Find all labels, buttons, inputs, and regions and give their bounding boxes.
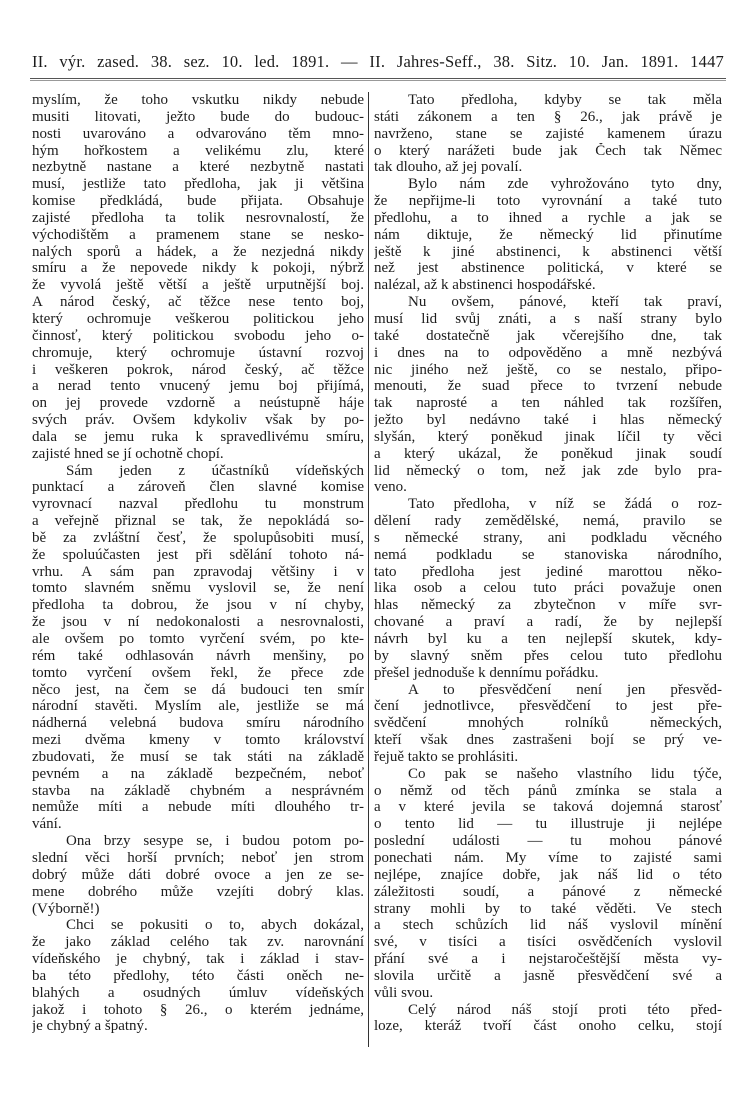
text-line: ba této předlohy, této části oněch ne- bbox=[32, 967, 364, 984]
text-line: nádherná velebná budova smíru národního bbox=[32, 715, 364, 732]
text-line: přání své a i nejstaročeštější města vy- bbox=[374, 951, 722, 968]
text-line: i veškeren pokrok, národ český, ač těžce bbox=[32, 361, 364, 378]
text-line: lika osob a celou tuto práci považuje onen bbox=[374, 580, 722, 597]
text-line: dobrý může dáti dobré ovoce a jen ze se- bbox=[32, 866, 364, 883]
text-line: punktací a zároveň člen slavné komise bbox=[32, 479, 364, 496]
text-line: a nerad tento vnucený jemu boj přijímá, bbox=[32, 378, 364, 395]
text-line: svých práv. Ovšem kdykoliv však by po- bbox=[32, 412, 364, 429]
text-line: Tato předloha, v níž se žádá o roz- bbox=[408, 496, 722, 513]
text-line: čení jednotlivce, přesvědčení to jest pře- bbox=[374, 698, 722, 715]
text-line: než jest abstinence politická, v které se bbox=[374, 260, 722, 277]
right-column bbox=[374, 92, 722, 1035]
header-rule bbox=[30, 78, 726, 81]
text-line: musí, jestliže tato předloha, jak ji většina bbox=[32, 176, 364, 193]
text-line: vídeňského je chybný, tak i základ i stav- bbox=[32, 951, 364, 968]
text-line: zbudovati, že musí se tak státi na základě bbox=[32, 748, 364, 765]
text-line: smíru a že nepovede nikdy k pokoji, nýbrž bbox=[32, 260, 364, 277]
text-line: by slavný sněm přes celou tuto předlohu bbox=[374, 647, 722, 664]
paragraph bbox=[374, 682, 722, 766]
paragraph bbox=[32, 92, 364, 463]
text-line: kteří však dnes zastrašeni bojí se prý ve- bbox=[374, 732, 722, 749]
running-header: II. výr. zased. 38. sez. 10. led. 1891. — II. Jahres-Seff., 38. Sitz. 10. Jan. 1891. 1447 bbox=[32, 52, 724, 71]
text-line: chromuje, který ochromuje ústavní rozvoj bbox=[32, 344, 364, 361]
text-line: lid německý o tom, než jak zde bylo pra- bbox=[374, 462, 722, 479]
paragraph bbox=[374, 766, 722, 1002]
text-line: Bylo nám zde vyhrožováno tyto dny, bbox=[408, 176, 722, 193]
text-line: vrhu. A sám pan zpravodaj většiny i v bbox=[32, 563, 364, 580]
text-line: stavba na základě chybném a nesprávném bbox=[32, 782, 364, 799]
text-line: nalých sporů a hádek, a že nezjedná nikdy bbox=[32, 243, 364, 260]
text-line: pevném a na základě bezpečném, neboť bbox=[32, 765, 364, 782]
text-line: své, v tisíci a tisíci osvědčeních vyslovil bbox=[374, 934, 722, 951]
text-line: tomto slavném sněmu vyslovil se, že není bbox=[32, 580, 364, 597]
text-line: hlas německý za zbytečnon v míře svr- bbox=[374, 597, 722, 614]
paragraph bbox=[374, 1002, 722, 1036]
text-line: vání. bbox=[32, 816, 62, 833]
text-line: chované a praví a radí, že by nejlepší bbox=[374, 614, 722, 631]
text-line: nosti uvarováno a odvarováno těm mno- bbox=[32, 125, 364, 142]
text-line: (Výborně!) bbox=[32, 900, 100, 917]
text-line: nic jiného než ještě, co se nestalo, připo- bbox=[374, 361, 722, 378]
text-line: státi zákonem a ten § 26., jak právě je bbox=[374, 108, 722, 125]
text-line: nemá podkladu se stanoviska národního, bbox=[374, 546, 722, 563]
text-line: že vyvolá ještě větší a ještě urputnější boj. bbox=[32, 277, 364, 294]
text-line: předlohu, a to ihned a rychle a jak se bbox=[374, 209, 722, 226]
text-line: že jsou v ní nedokonalosti a nesrovnalosti, bbox=[32, 614, 364, 631]
text-line: také dostatečně jak včerejšího dne, tak bbox=[374, 327, 722, 344]
text-line: Ona brzy sesype se, i budou potom po- bbox=[66, 833, 364, 850]
text-line: svědčení mnohých rolníků německých, bbox=[374, 715, 722, 732]
text-line: musiti litovati, ježto bude do budouc- bbox=[32, 108, 364, 125]
text-line: s německé strany, ani podkladu věcného bbox=[374, 529, 722, 546]
text-line: Tato předloha, kdyby se tak měla bbox=[408, 92, 722, 108]
text-line: jakož i tohoto § 26., o kterém jednáme, bbox=[32, 1001, 364, 1018]
text-line: že nepřijme-li toto vyrovnání a také tuto bbox=[374, 193, 722, 210]
text-line: strany mohli by to také věděti. Ve stech bbox=[374, 900, 722, 917]
text-line: je chybný a špatný. bbox=[32, 1018, 148, 1035]
paragraph bbox=[32, 463, 364, 834]
text-line: ježto byl nedávno také i hlas německý bbox=[374, 412, 722, 429]
column-divider bbox=[368, 92, 369, 1047]
text-line: ještě k jiné abstinenci, k abstinenci větší bbox=[374, 243, 722, 260]
text-line: vůli svou. bbox=[374, 984, 434, 1001]
text-line: o němž od těch pánů zmínka se stala a bbox=[374, 782, 722, 799]
text-line: nám diktuje, že německý lid přinutíme bbox=[374, 226, 722, 243]
text-line: nemůže míti a nebude míti dlouhého tr- bbox=[32, 799, 364, 816]
paragraph bbox=[32, 917, 364, 1035]
text-line: něco jest, na čem se dá budouci ten smír bbox=[32, 681, 364, 698]
text-line: tak naprosté a ten náhled tak rozšířen, bbox=[374, 395, 722, 412]
text-line: blahých a osudných úmluv vídeňských bbox=[32, 984, 364, 1001]
text-line: Celý národ náš stojí proti této před- bbox=[408, 1001, 722, 1018]
text-line: tomto vyrčení ovšem řekl, že přece zde bbox=[32, 664, 364, 681]
text-line: veno. bbox=[374, 479, 407, 496]
text-line: o tento lid — tu illustruje ji nejlépe bbox=[374, 816, 722, 833]
text-line: a veřejně přiznal se tak, že nepokládá so- bbox=[32, 513, 364, 530]
paragraph bbox=[374, 92, 722, 176]
text-line: který ochromuje veškerou politickou jeho bbox=[32, 310, 364, 327]
text-line: a stech schůzích lid náš vyslovil mínění bbox=[374, 917, 722, 934]
text-line: Nu ovšem, pánové, kteří tak praví, bbox=[408, 294, 722, 311]
text-line: i dnes na to odpověděno a mně nezbývá bbox=[374, 344, 722, 361]
text-line: a v které jevila se taková dojemná starosť bbox=[374, 799, 722, 816]
text-line: ponechati nám. My víme to zajisté sami bbox=[374, 849, 722, 866]
text-line: činnosť, který politickou svobodu jeho o- bbox=[32, 327, 364, 344]
text-line: myslím, že toho vskutku nikdy nebude bbox=[32, 92, 364, 108]
text-line: poslední události — tu mohou pánové bbox=[374, 833, 722, 850]
text-line: A to přesvědčení není jen přesvěd- bbox=[408, 681, 722, 698]
text-line: národní stavěti. Myslím ale, jestliže se má bbox=[32, 698, 364, 715]
text-line: hým hořkostem a velikému zlu, které bbox=[32, 142, 364, 159]
text-line: záležitosti soudí, a pánové z německé bbox=[374, 883, 722, 900]
text-line: slyšán, který poněkud jinak líčil ty věci bbox=[374, 428, 722, 445]
text-line: o který narážeti bude jak Čech tak Němec bbox=[374, 142, 722, 159]
text-line: ale ovšem po tomto vyrčení svém, po kte- bbox=[32, 631, 364, 647]
text-line: mezi dvěma kmeny v tomto království bbox=[32, 732, 364, 749]
text-line: předloha ta dobrou, že jsou v ní chyby, bbox=[32, 597, 364, 614]
text-line: komise předkládá, bude přijata. Obsahuje bbox=[32, 193, 364, 210]
text-line: dala se jemu ruka k spravedlivému smíru, bbox=[32, 428, 364, 445]
text-line: Sám jeden z účastníků vídeňských bbox=[66, 462, 364, 479]
paragraph bbox=[32, 833, 364, 917]
text-line: bě za zvláštní česť, že spolupůsobiti musí, bbox=[32, 529, 364, 546]
text-line: A národ český, ač těžce nese tento boj, bbox=[32, 294, 364, 311]
text-line: on jej provede vzdorně a neústupně háje bbox=[32, 395, 364, 412]
text-line: východištěm a pramenem stane se nesko- bbox=[32, 226, 364, 243]
text-line: návrh byl ku a ten nejlepší skutek, kdy- bbox=[374, 631, 722, 647]
text-line: řejuě takto se prohlásiti. bbox=[374, 748, 519, 765]
paragraph bbox=[374, 176, 722, 294]
text-line: dělení rady zemědělské, nemá, pravilo se bbox=[374, 513, 722, 530]
text-line: menouti, že suad přece to tvrzení nebude bbox=[374, 378, 722, 395]
text-line: slední věci horší prvních; neboť jen strom bbox=[32, 849, 364, 866]
text-line: Chci se pokusiti o to, abych dokázal, bbox=[66, 917, 364, 934]
paragraph bbox=[374, 294, 722, 496]
text-line: zajisté hned se jí ochotně chopí. bbox=[32, 445, 224, 462]
text-line: musí lid svůj znáti, a s naší strany bylo bbox=[374, 310, 722, 327]
text-line: tak dlouho, až jej povalí. bbox=[374, 159, 523, 176]
text-line: Co pak se našeho vlastního lidu týče, bbox=[408, 765, 722, 782]
text-line: slovila určitě a jasně přesvědčení své a bbox=[374, 967, 722, 984]
text-line: zajisté předloha ta tolik nesrovnalostí, že bbox=[32, 209, 364, 226]
text-line: a který ukázal, že poněkud jinak soudí bbox=[374, 445, 722, 462]
text-line: navrženo, stane se zajisté kamenem úrazu bbox=[374, 125, 722, 142]
text-line: nezbytně nastane a které nezbytně nastati bbox=[32, 159, 364, 176]
text-line: že spoluúčasten jest při sdělání tohoto ná- bbox=[32, 546, 364, 563]
text-line: nejlépe, znajíce dobře, jak náš lid o této bbox=[374, 866, 722, 883]
text-line: vyrovnací nazval předlohu tu monstrum bbox=[32, 496, 364, 513]
text-line: nalézal, až k abstinenci hospodářské. bbox=[374, 277, 596, 294]
text-line: rém také odhlasován návrh menšiny, po bbox=[32, 647, 364, 664]
text-line: přešel jednoduše k dennímu pořádku. bbox=[374, 664, 599, 681]
text-line: že jako základ celého tak zv. narovnání bbox=[32, 934, 364, 951]
left-column bbox=[32, 92, 364, 1035]
paragraph bbox=[374, 496, 722, 681]
text-line: mene dobrého může vzejíti dobrý klas. bbox=[32, 883, 364, 900]
text-line: tato předloha jest jediné marottou něko- bbox=[374, 563, 722, 580]
text-line: loze, kteráž tvoří část onoho celku, stojí bbox=[374, 1018, 722, 1035]
